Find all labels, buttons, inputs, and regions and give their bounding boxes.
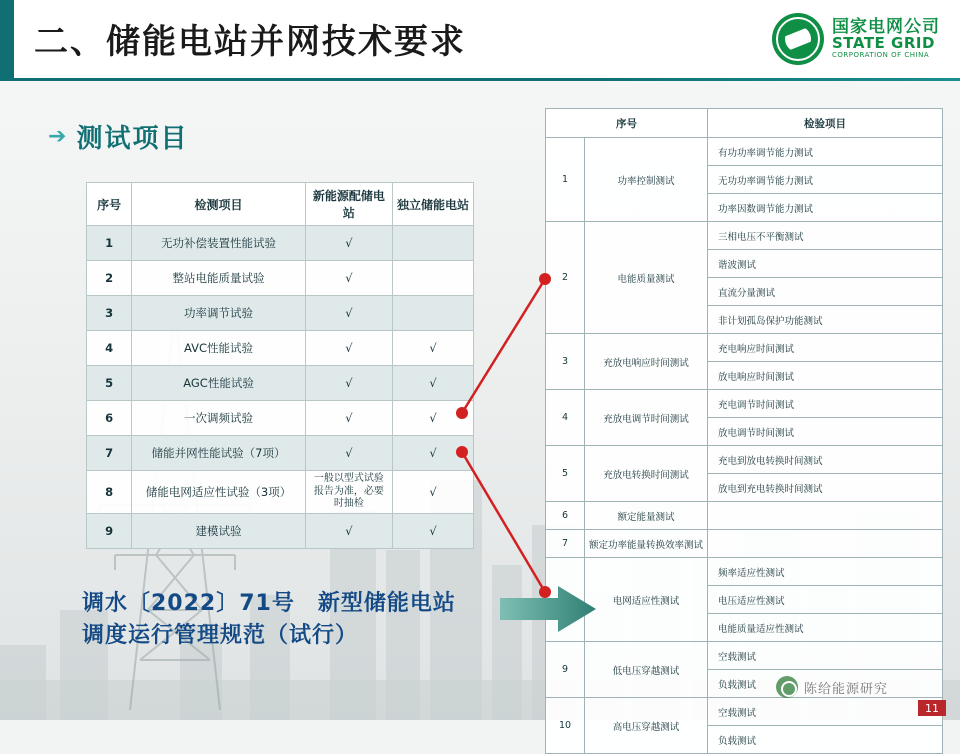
watermark-logo-icon	[776, 676, 798, 698]
cell-no: 4	[87, 331, 132, 366]
slide-header	[0, 0, 960, 78]
cell-no: 9	[87, 513, 132, 548]
table-row	[87, 366, 474, 401]
cell-group-name: 功率控制测试	[585, 138, 708, 222]
cell-inspection-item: 有功功率调节能力测试	[708, 138, 943, 166]
cell-inspection-item: 放电响应时间测试	[708, 362, 943, 390]
cell-inspection-item: 功率因数调节能力测试	[708, 194, 943, 222]
table-row	[87, 471, 474, 514]
logo-text-block	[832, 19, 940, 59]
table-row	[546, 446, 943, 474]
table-row	[87, 261, 474, 296]
cell-group-name: 电能质量测试	[585, 222, 708, 334]
cell-item-name: 整站电能质量试验	[132, 261, 306, 296]
cell-inspection-item: 空载测试	[708, 698, 943, 726]
cell-renewable-storage: 一般以型式试验报告为准，必要时抽检	[305, 471, 392, 514]
cell-no: 5	[87, 366, 132, 401]
table-row	[546, 138, 943, 166]
table-row	[87, 296, 474, 331]
cell-renewable-storage: √	[305, 366, 392, 401]
inspection-items-table	[545, 108, 943, 754]
cell-renewable-storage: √	[305, 296, 392, 331]
watermark-text: 陈给能源研究	[803, 681, 888, 697]
cell-inspection-item: 无功功率调节能力测试	[708, 166, 943, 194]
cell-independent-storage	[393, 226, 474, 261]
cell-independent-storage: √	[393, 366, 474, 401]
cell-inspection-item: 充电调节时间测试	[708, 390, 943, 418]
cell-independent-storage: √	[393, 513, 474, 548]
table-row	[87, 513, 474, 548]
col-no: 序号	[87, 183, 132, 226]
cell-inspection-item: 负载测试	[708, 670, 943, 698]
section-heading	[48, 118, 188, 155]
page-number-badge: 11	[918, 700, 946, 716]
col-inspection-item: 检验项目	[708, 109, 943, 138]
caption-arrow-icon	[500, 586, 596, 632]
cell-item-name: AVC性能试验	[132, 331, 306, 366]
col-no: 序号	[546, 109, 708, 138]
table-row	[87, 331, 474, 366]
cell-independent-storage	[393, 296, 474, 331]
cell-no: 2	[87, 261, 132, 296]
cell-inspection-item: 空载测试	[708, 642, 943, 670]
page-title: 二、储能电站并网技术要求	[34, 22, 466, 62]
cell-independent-storage: √	[393, 436, 474, 471]
cell-no: 6	[87, 401, 132, 436]
cell-group-name: 额定功率能量转换效率测试	[585, 530, 708, 558]
watermark	[776, 676, 888, 698]
state-grid-logo	[772, 12, 940, 66]
cell-group-name: 低电压穿越测试	[585, 642, 708, 698]
cell-renewable-storage: √	[305, 331, 392, 366]
test-items-table	[86, 182, 474, 549]
cell-inspection-item: 谐波测试	[708, 250, 943, 278]
cell-renewable-storage: √	[305, 513, 392, 548]
col-renewable-storage: 新能源配储电站	[305, 183, 392, 226]
cell-item-name: 建模试验	[132, 513, 306, 548]
table-row	[546, 558, 943, 586]
cell-inspection-item: 电压适应性测试	[708, 586, 943, 614]
cell-inspection-item: 负载测试	[708, 726, 943, 754]
header-accent-bar	[0, 0, 14, 78]
table-row	[546, 698, 943, 726]
cell-no: 6	[546, 502, 585, 530]
cell-no: 10	[546, 698, 585, 754]
cell-inspection-item: 三相电压不平衡测试	[708, 222, 943, 250]
table-row	[546, 222, 943, 250]
cell-item-name: 一次调频试验	[132, 401, 306, 436]
cell-group-name: 额定能量测试	[585, 502, 708, 530]
table-row	[546, 642, 943, 670]
cell-item-name: AGC性能试验	[132, 366, 306, 401]
table-row	[546, 502, 943, 530]
logo-company-en: STATE GRID	[832, 34, 935, 53]
cell-inspection-item	[708, 502, 943, 530]
logo-company-sub: CORPORATION OF CHINA	[832, 50, 930, 59]
cell-renewable-storage: √	[305, 436, 392, 471]
cell-item-name: 储能并网性能试验（7项）	[132, 436, 306, 471]
cell-no: 5	[546, 446, 585, 502]
cell-no: 2	[546, 222, 585, 334]
cell-item-name: 无功补偿装置性能试验	[132, 226, 306, 261]
cell-renewable-storage: √	[305, 261, 392, 296]
cell-group-name: 充放电响应时间测试	[585, 334, 708, 390]
cell-inspection-item: 放电调节时间测试	[708, 418, 943, 446]
cell-inspection-item: 非计划孤岛保护功能测试	[708, 306, 943, 334]
cell-no: 3	[546, 334, 585, 390]
cell-independent-storage	[393, 261, 474, 296]
section-heading-label: 测试项目	[76, 124, 189, 154]
table-row	[87, 436, 474, 471]
arrow-right-icon: ➔	[48, 124, 67, 149]
cell-no: 9	[546, 642, 585, 698]
table-row	[546, 530, 943, 558]
cell-item-name: 储能电网适应性试验（3项）	[132, 471, 306, 514]
cell-inspection-item	[708, 530, 943, 558]
cell-item-name: 功率调节试验	[132, 296, 306, 331]
cell-group-name: 高电压穿越测试	[585, 698, 708, 754]
caption-line-2: 调度运行管理规范（试行）	[82, 622, 359, 648]
table-row	[87, 401, 474, 436]
logo-company-cn: 国家电网公司	[832, 17, 940, 38]
cell-no: 8	[87, 471, 132, 514]
table-row	[87, 226, 474, 261]
table-row	[546, 390, 943, 418]
cell-no: 3	[87, 296, 132, 331]
col-item: 检测项目	[132, 183, 306, 226]
cell-group-name: 电网适应性测试	[585, 558, 708, 642]
cell-no: 7	[87, 436, 132, 471]
table-header-row	[546, 109, 943, 138]
cell-no: 1	[546, 138, 585, 222]
cell-inspection-item: 充电响应时间测试	[708, 334, 943, 362]
cell-independent-storage: √	[393, 331, 474, 366]
cell-renewable-storage: √	[305, 401, 392, 436]
cell-inspection-item: 频率适应性测试	[708, 558, 943, 586]
cell-group-name: 充放电转换时间测试	[585, 446, 708, 502]
header-divider	[0, 78, 960, 81]
cell-independent-storage: √	[393, 471, 474, 514]
cell-no: 4	[546, 390, 585, 446]
caption-line-1: 调水〔2022〕71号 新型储能电站	[82, 591, 456, 616]
cell-inspection-item: 电能质量适应性测试	[708, 614, 943, 642]
cell-inspection-item: 直流分量测试	[708, 278, 943, 306]
cell-renewable-storage: √	[305, 226, 392, 261]
cell-no: 7	[546, 530, 585, 558]
cell-no: 1	[87, 226, 132, 261]
reference-caption	[82, 588, 512, 652]
cell-inspection-item: 放电到充电转换时间测试	[708, 474, 943, 502]
cell-inspection-item: 充电到放电转换时间测试	[708, 446, 943, 474]
state-grid-mark-icon	[772, 13, 824, 65]
table-row	[546, 334, 943, 362]
table-header-row	[87, 183, 474, 226]
col-independent-storage: 独立储能电站	[393, 183, 474, 226]
cell-independent-storage: √	[393, 401, 474, 436]
cell-group-name: 充放电调节时间测试	[585, 390, 708, 446]
